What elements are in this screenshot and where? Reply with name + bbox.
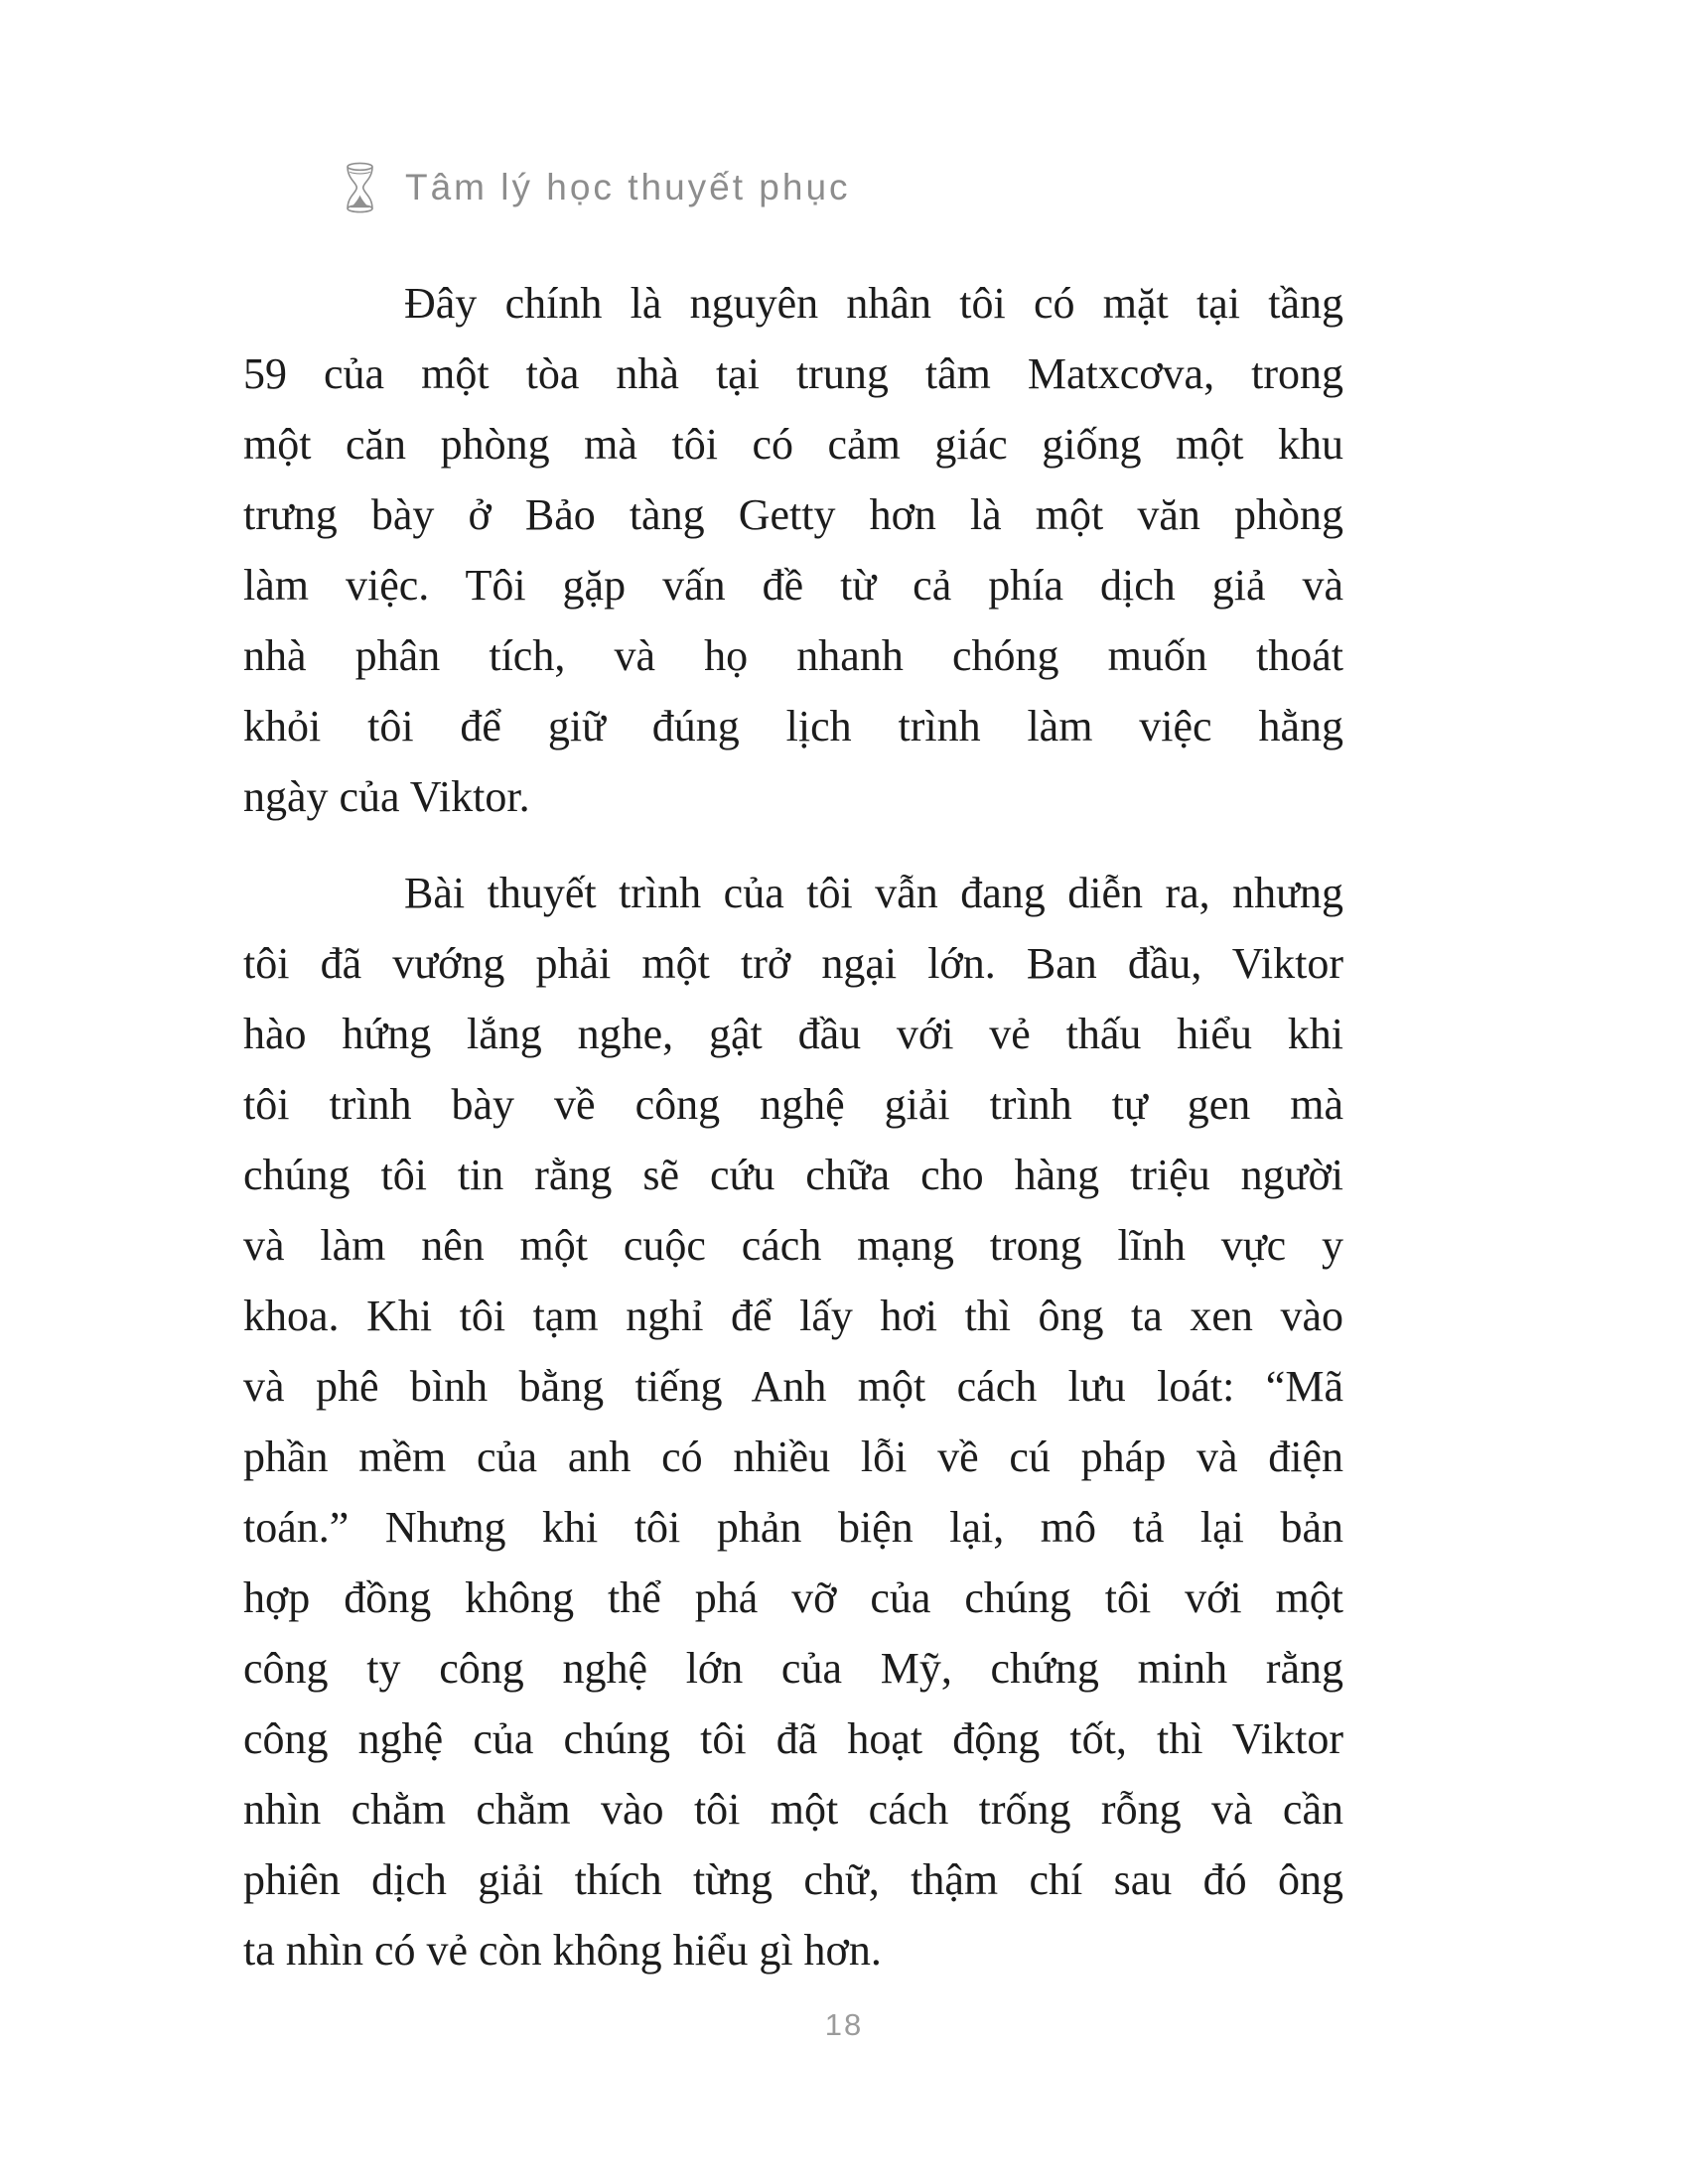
text-line: một căn phòng mà tôi có cảm giác giống một khu [243,420,1343,469]
text-line: và phê bình bằng tiếng Anh một cách lưu loát: “Mã [243,1362,1343,1411]
text-line: hào hứng lắng nghe, gật đầu với vẻ thấu hiểu khi [243,1010,1343,1058]
text-line: nhìn chằm chằm vào tôi một cách trống rỗng và cần [243,1785,1343,1834]
body-text [243,268,1343,1985]
hourglass-icon [345,162,375,213]
text-line: ta nhìn có vẻ còn không hiểu gì hơn. [243,1926,882,1975]
text-line: hợp đồng không thể phá vỡ của chúng tôi với một [243,1573,1343,1622]
text-line: công ty công nghệ lớn của Mỹ, chứng minh rằng [243,1644,1343,1693]
text-line: công nghệ của chúng tôi đã hoạt động tốt, thì Viktor [243,1714,1343,1763]
page-number: 18 [824,2007,864,2042]
text-line: chúng tôi tin rằng sẽ cứu chữa cho hàng triệu người [243,1151,1343,1199]
text-line: khoa. Khi tôi tạm nghỉ để lấy hơi thì ông ta xen vào [243,1292,1343,1340]
running-header [345,162,851,213]
text-line: khỏi tôi để giữ đúng lịch trình làm việc hằng [243,702,1343,751]
paragraph-2 [243,858,1343,1985]
text-line: Bài thuyết trình của tôi vẫn đang diễn ra, nhưng [404,869,1343,917]
text-line: tôi trình bày về công nghệ giải trình tự gen mà [243,1080,1343,1129]
text-line: tôi đã vướng phải một trở ngại lớn. Ban đầu, Viktor [243,939,1343,988]
text-line: phần mềm của anh có nhiều lỗi về cú pháp và điện [243,1433,1343,1481]
text-line: trưng bày ở Bảo tàng Getty hơn là một văn phòng [243,490,1343,539]
text-line: ngày của Viktor. [243,772,530,821]
text-line: phiên dịch giải thích từng chữ, thậm chí sau đó ông [243,1855,1343,1904]
text-line: toán.” Nhưng khi tôi phản biện lại, mô tả lại bản [243,1503,1343,1552]
running-header-title: Tâm lý học thuyết phục [405,167,851,207]
paragraph-1 [243,268,1343,832]
text-line: 59 của một tòa nhà tại trung tâm Matxcơva, trong [243,349,1343,398]
text-line: làm việc. Tôi gặp vấn đề từ cả phía dịch giả và [243,561,1343,610]
text-line: Đây chính là nguyên nhân tôi có mặt tại tầng [404,279,1343,328]
text-line: và làm nên một cuộc cách mạng trong lĩnh vực y [243,1221,1343,1270]
text-line: nhà phân tích, và họ nhanh chóng muốn thoát [243,631,1343,680]
